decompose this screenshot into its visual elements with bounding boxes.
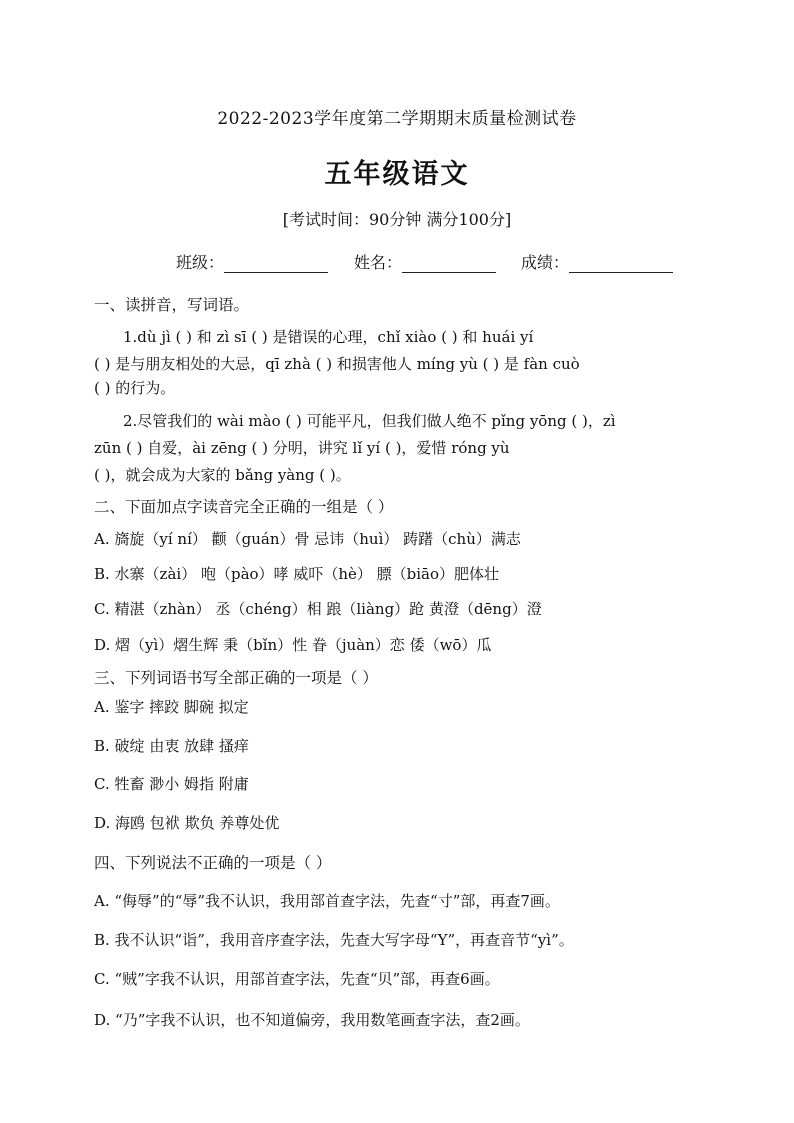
- score-blank[interactable]: [569, 254, 673, 273]
- section4-option-a: A. “侮辱”的“辱”我不认识，我用部首查字法，先查“寸”部，再查7画。: [94, 892, 560, 910]
- section2-option-d: D. 熠（yì）熠生辉 秉（bǐn）性 眷（juàn）恋 倭（wō）瓜: [94, 636, 492, 654]
- class-field: [176, 250, 328, 273]
- exam-info: [考试时间：90分钟 满分100分]: [282, 210, 512, 229]
- score-label: 成绩：: [521, 253, 570, 272]
- section1-line: ( ) 是与朋友相处的大忌，qī zhà ( ) 和损害他人 míng yù ( ) 是 fàn cuò: [94, 355, 580, 373]
- subject-title: 五年级语文: [324, 159, 470, 190]
- section3-option-d: D. 海鸥 包袱 欺负 养尊处优: [94, 814, 280, 832]
- section4-option-b: B. 我不认识“诣”，我用音序查字法，先查大写字母“Y”，再查音节“yì”。: [94, 931, 574, 949]
- section4-heading: 四、下列说法不正确的一项是（ ）: [94, 854, 332, 872]
- name-label: 姓名：: [354, 253, 403, 272]
- section1-line: zūn ( ) 自爱，ài zēng ( ) 分明，讲究 lǐ yí ( )，爱惜 róng yù: [94, 439, 510, 457]
- section2-option-c: C. 精湛（zhàn） 丞（chéng）相 踉（liàng）跄 黄澄（dēng）澄: [94, 600, 542, 618]
- score-field: [521, 250, 673, 273]
- name-blank[interactable]: [402, 254, 496, 273]
- section3-option-a: A. 鉴字 摔跤 脚碗 拟定: [94, 698, 249, 716]
- section1-line: 2.尽管我们的 wài mào ( ) 可能平凡，但我们做人绝不 pǐng yōng ( )，zì: [123, 412, 616, 430]
- section3-heading: 三、下列词语书写全部正确的一项是（ ）: [94, 669, 378, 687]
- section1-heading: 一、读拼音，写词语。: [94, 296, 250, 314]
- section1-line: ( )，就会成为大家的 bǎng yàng ( )。: [94, 466, 351, 484]
- name-field: [354, 250, 496, 273]
- section2-option-b: B. 水寨（zài） 咆（pào）哮 威吓（hè） 膘（biāo）肥体壮: [94, 565, 499, 583]
- section3-option-b: B. 破绽 由衷 放肆 搔痒: [94, 737, 249, 755]
- section4-option-d: D. “乃”字我不认识，也不知道偏旁，我用数笔画查字法，查2画。: [94, 1011, 530, 1029]
- student-info-row: [0, 250, 794, 274]
- section1-line: ( ) 的行为。: [94, 379, 176, 397]
- class-label: 班级：: [176, 253, 225, 272]
- section4-option-c: C. “贼”字我不认识，用部首查字法，先查“贝”部，再查6画。: [94, 970, 500, 988]
- section1-line: 1.dù jì ( ) 和 zì sī ( ) 是错误的心理，chǐ xiào ( ) 和 huái yí: [123, 328, 534, 346]
- class-blank[interactable]: [224, 254, 328, 273]
- exam-title: 2022-2023学年度第二学期期末质量检测试卷: [217, 109, 577, 129]
- section2-option-a: A. 旖旋（yí ní） 颧（guán）骨 忌讳（huì） 踌躇（chù）满志: [94, 530, 521, 548]
- section3-option-c: C. 牲畜 渺小 姆指 附庸: [94, 775, 249, 793]
- section2-heading: 二、下面加点字读音完全正确的一组是（ ）: [94, 498, 394, 516]
